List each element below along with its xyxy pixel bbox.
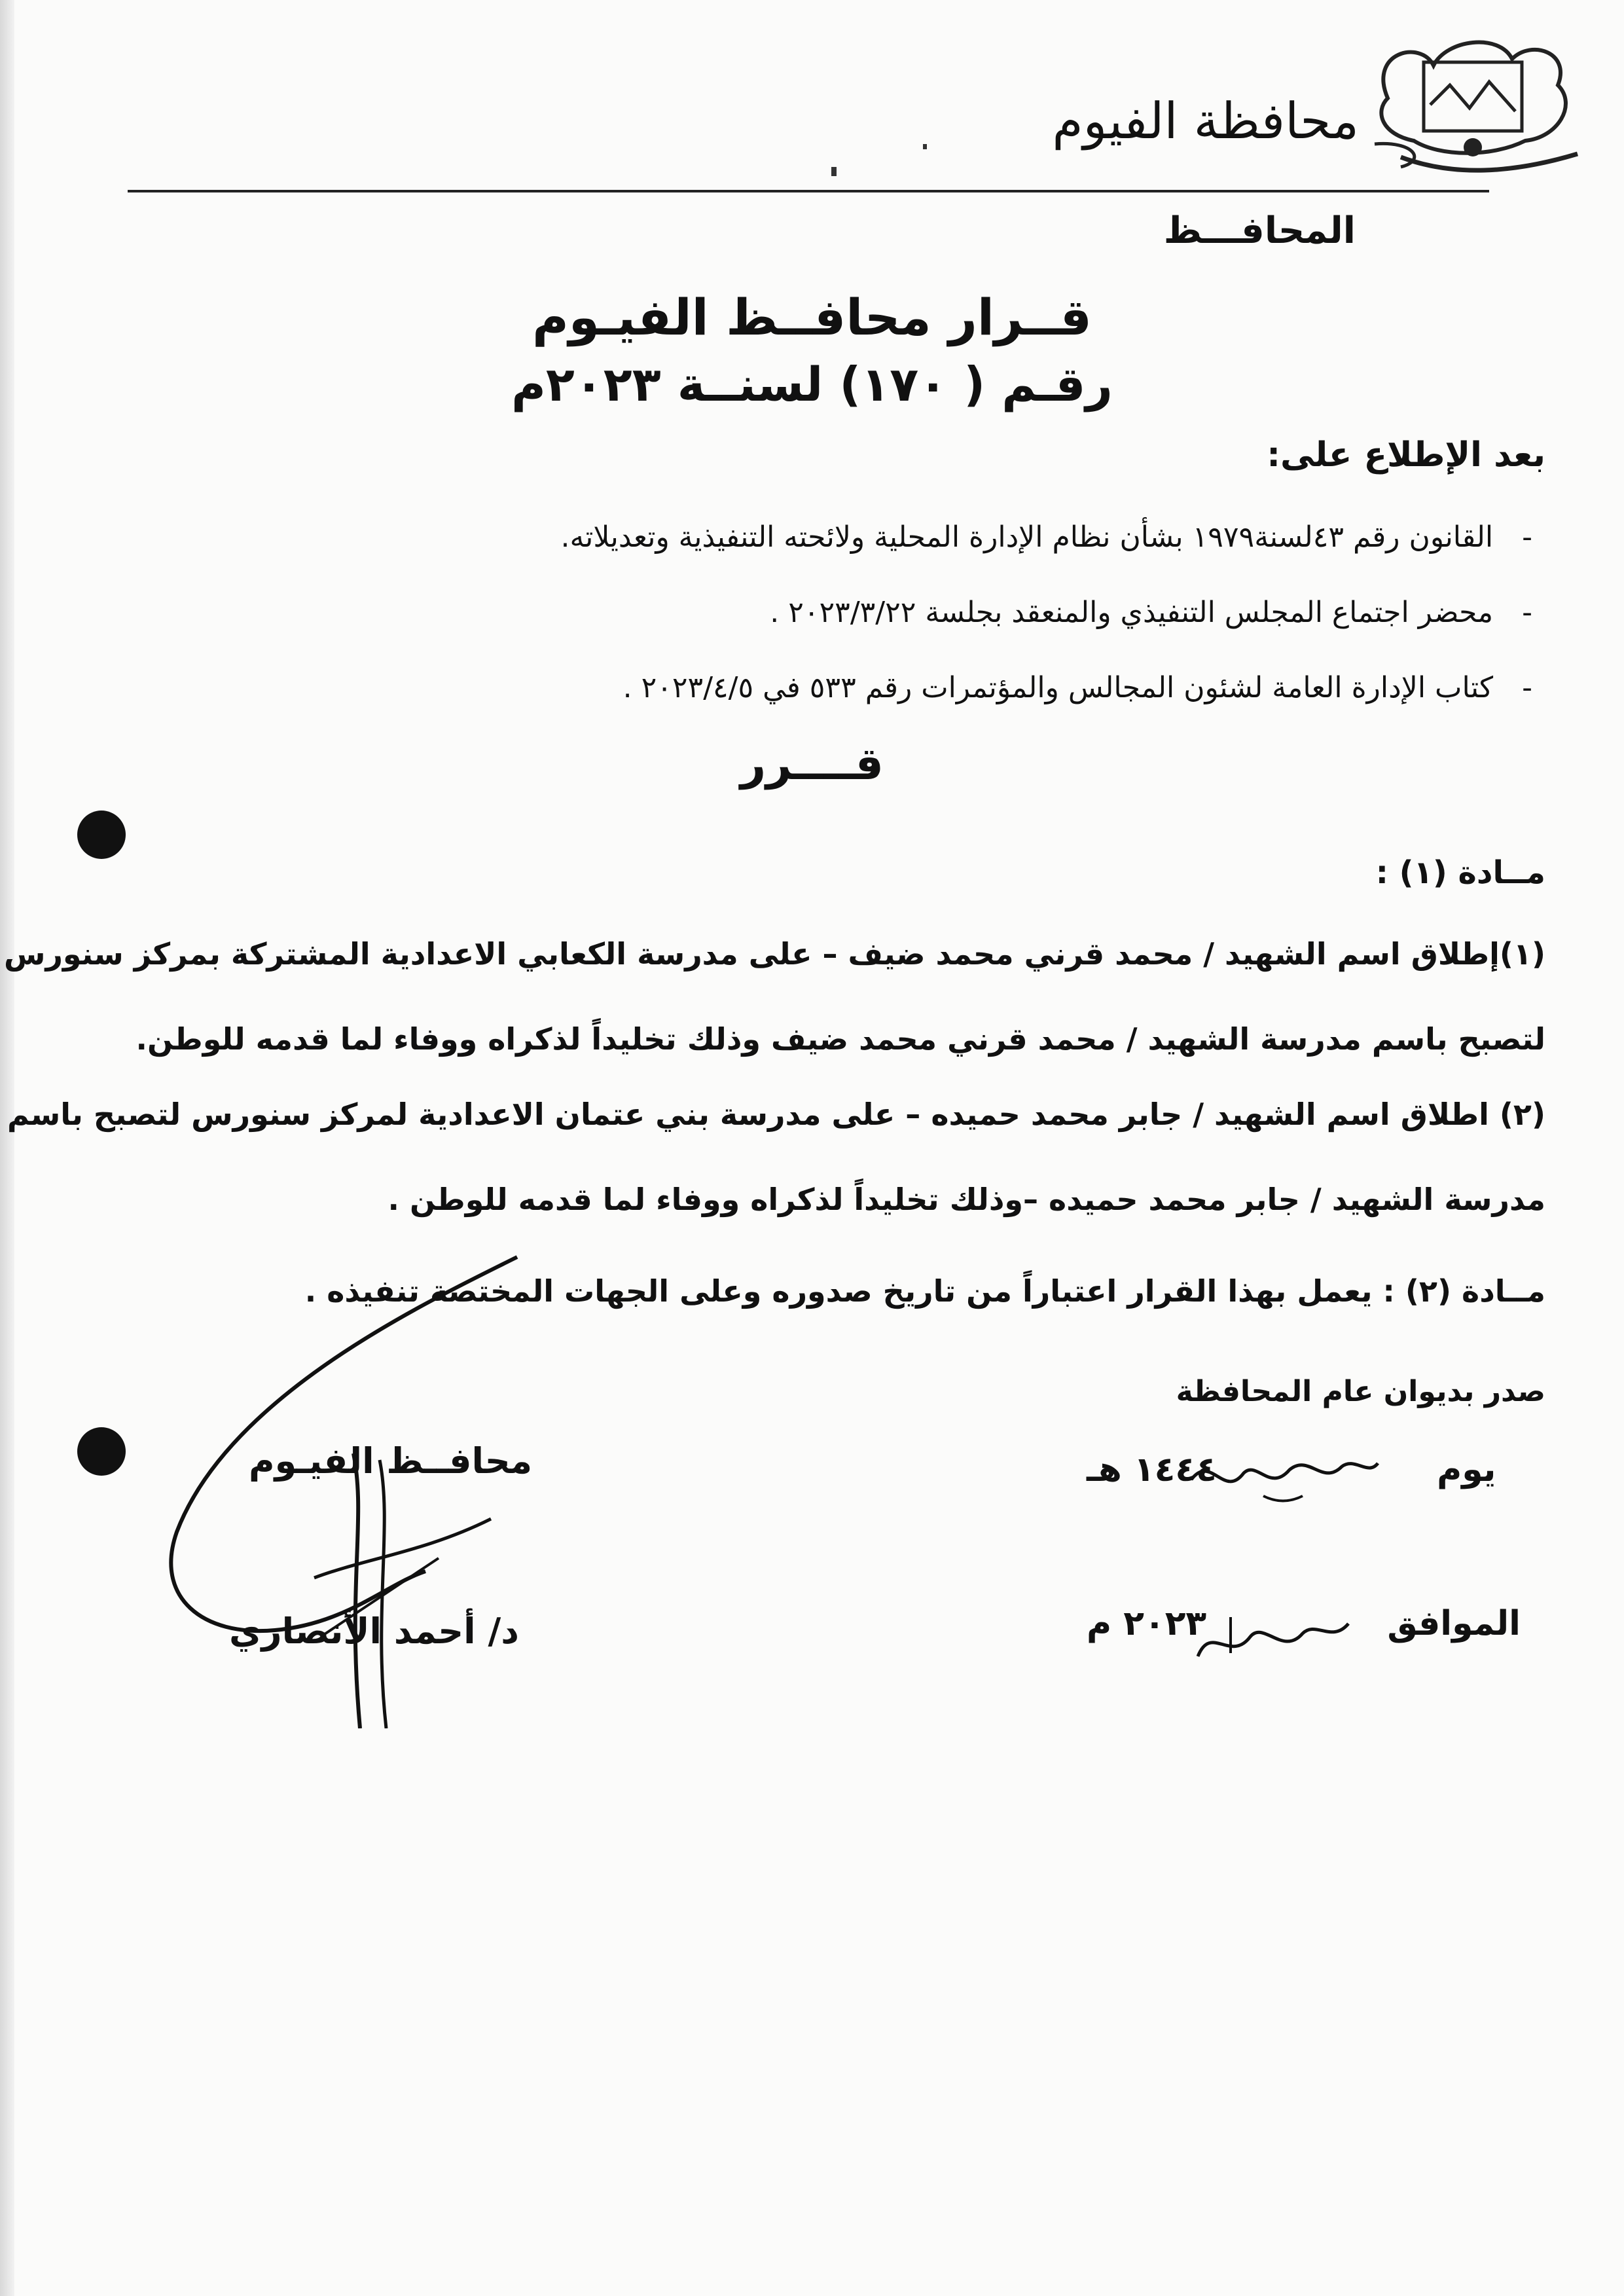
hijri-year: ١٤٤٤ هـ xyxy=(1087,1450,1217,1489)
handwritten-gregorian-date xyxy=(1191,1597,1355,1676)
bullet-dash: - xyxy=(1522,596,1532,629)
article-1-clause-2-cont: مدرسة الشهيد / جابر محمد حميده –وذلك تخليداً لذكراه ووفاء لما قدمه للوطن . xyxy=(388,1182,1545,1217)
preamble-lead: بعد الإطلاع على: xyxy=(1267,435,1545,475)
article-1-clause-1-cont: لتصبح باسم مدرسة الشهيد / محمد قرني محمد ضيف وذلك تخليداً لذكراه ووفاء لما قدمه للوطن. xyxy=(135,1021,1545,1057)
scan-speck xyxy=(831,167,837,176)
preamble-item-text: محضر اجتماع المجلس التنفيذي والمنعقد بجلسة ٢٠٢٣/٣/٢٢ . xyxy=(770,596,1494,629)
decree-number: رقـم ( ١٧٠) لسنــة ٢٠٢٣م xyxy=(511,357,1113,412)
handwritten-hijri-date xyxy=(1185,1440,1381,1519)
decision-heading: قــــرر xyxy=(740,738,884,790)
corresponding-label: الموافق xyxy=(1387,1604,1521,1643)
preamble-item xyxy=(770,596,1532,629)
preamble-item-text: كتاب الإدارة العامة لشئون المجالس والمؤتمرات رقم ٥٣٣ في ٢٠٢٣/٤/٥ . xyxy=(623,671,1494,704)
article-1-clause-1: (١)إطلاق اسم الشهيد / محمد قرني محمد ضيف – على مدرسة الكعابي الاعدادية المشتركة بمركز سنورس xyxy=(3,936,1545,972)
scan-speck xyxy=(923,144,927,149)
signatory-title: محافــظ الفيـوم xyxy=(249,1440,533,1482)
handwritten-signature xyxy=(151,1244,556,1728)
article-2-text: يعمل بهذا القرار اعتباراً من تاريخ صدوره وعلى الجهات المختصة تنفيذه . xyxy=(304,1273,1373,1309)
governorate-name: محافظة الفيوم xyxy=(1052,92,1359,150)
preamble-item xyxy=(561,520,1532,554)
article-1-heading: مــادة (١) : xyxy=(1375,854,1545,891)
gregorian-year: ٢٠٢٣ م xyxy=(1087,1604,1207,1643)
bullet-dash: - xyxy=(1522,671,1532,704)
article-2-heading: مــادة (٢) : xyxy=(1382,1273,1545,1309)
preamble-item-text: القانون رقم ٤٣لسنة١٩٧٩ بشأن نظام الإدارة المحلية ولائحته التنفيذية وتعديلاته. xyxy=(560,520,1494,554)
day-label: يوم xyxy=(1437,1450,1496,1489)
preamble-item xyxy=(623,671,1532,704)
bullet-dash: - xyxy=(1522,520,1532,554)
decree-title: قــرار محافــظ الفيـوم xyxy=(532,288,1092,346)
office-label: المحافـــظ xyxy=(1163,210,1356,252)
governorate-emblem-icon xyxy=(1362,26,1584,183)
article-1-clause-2: (٢) اطلاق اسم الشهيد / جابر محمد حميده – على مدرسة بني عتمان الاعدادية لمركز سنورس لتصبح باسم xyxy=(7,1097,1545,1132)
header-divider xyxy=(128,190,1489,192)
punch-hole xyxy=(77,1427,126,1476)
punch-hole xyxy=(77,811,126,859)
issued-at: صدر بديوان عام المحافظة xyxy=(1176,1375,1545,1408)
signatory-name: د/ أحمد الأنصاري xyxy=(229,1611,519,1652)
